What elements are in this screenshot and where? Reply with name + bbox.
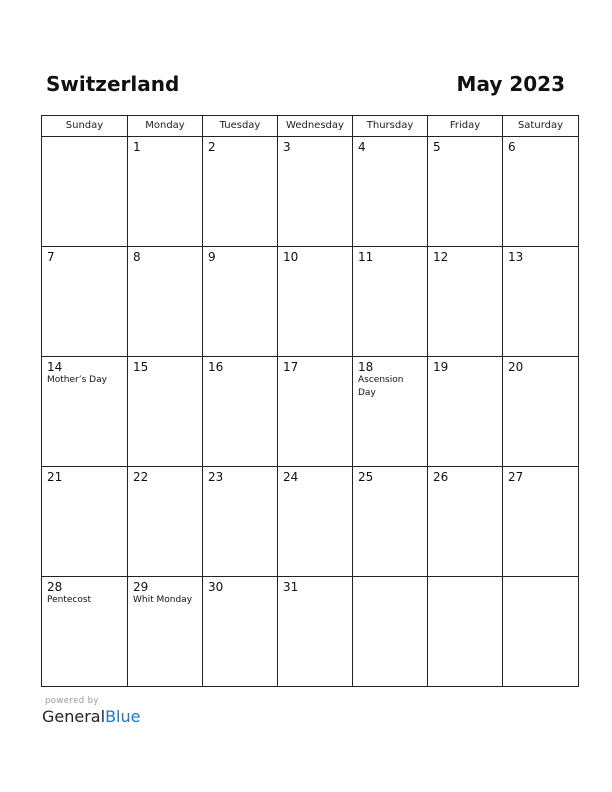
day-number: 21 [47,470,63,484]
day-number: 22 [133,470,149,484]
day-number: 23 [208,470,224,484]
day-cell [203,467,278,577]
day-cell [278,357,353,467]
day-number: 25 [358,470,374,484]
week-row [42,137,579,247]
day-cell [42,357,128,467]
day-cell [428,137,503,247]
day-number: 29 [133,580,149,594]
day-number: 30 [208,580,224,594]
day-cell-content [503,357,578,374]
holiday-label: Ascension Day [358,375,404,398]
day-cell [203,357,278,467]
day-cell [353,247,428,357]
day-cell [42,467,128,577]
day-cell [278,247,353,357]
day-number: 1 [133,140,141,154]
day-number: 2 [208,140,216,154]
holiday-label: Pentecost [47,595,92,605]
day-cell-content [42,247,127,264]
weekday-monday: Monday [128,116,203,137]
day-number: 31 [283,580,299,594]
day-number: 12 [433,250,449,264]
day-cell-content [203,467,277,484]
day-cell [128,137,203,247]
logo-blue: Blue [105,707,141,726]
day-number: 28 [47,580,63,594]
day-cell [353,577,428,687]
day-number: 15 [133,360,149,374]
day-cell-content [128,357,202,374]
day-number: 18 [358,360,374,374]
day-cell [353,137,428,247]
holiday-label: Whit Monday [133,595,193,605]
day-cell [128,467,203,577]
day-cell-content [503,137,578,154]
day-cell-content [128,577,202,607]
day-cell-content [203,577,277,594]
day-cell-content [128,247,202,264]
day-cell-content [428,137,502,154]
day-number: 5 [433,140,441,154]
day-cell [203,577,278,687]
week-row [42,357,579,467]
weekday-wednesday: Wednesday [278,116,353,137]
logo-general: General [42,707,106,726]
calendar-grid [41,115,579,687]
day-number: 7 [47,250,55,264]
weekday-thursday: Thursday [353,116,428,137]
day-cell [428,247,503,357]
day-number: 26 [433,470,449,484]
weekday-header-row [42,116,579,137]
day-cell [428,357,503,467]
day-cell [503,137,579,247]
day-cell-content [128,467,202,484]
day-cell-content [428,247,502,264]
week-row [42,247,579,357]
day-cell-content [203,357,277,374]
day-cell-content [428,577,502,580]
day-cell [353,357,428,467]
day-cell [203,247,278,357]
day-number: 13 [508,250,524,264]
day-number: 14 [47,360,63,374]
day-number: 3 [283,140,291,154]
powered-by-label: powered by [45,696,99,706]
weekday-friday: Friday [428,116,503,137]
day-cell [128,357,203,467]
day-number: 6 [508,140,516,154]
day-cell-content [42,577,127,607]
day-cell-content [42,137,127,140]
day-cell-content [503,577,578,580]
week-row [42,577,579,687]
day-cell [128,577,203,687]
day-cell [353,467,428,577]
day-number: 16 [208,360,224,374]
day-number: 17 [283,360,299,374]
day-cell [42,247,128,357]
day-cell-content [278,247,352,264]
day-cell [428,577,503,687]
day-cell [503,467,579,577]
country-title: Switzerland [46,72,180,96]
day-number: 9 [208,250,216,264]
day-cell [128,247,203,357]
day-cell-content [278,137,352,154]
day-cell-content [503,467,578,484]
day-number: 8 [133,250,141,264]
day-number: 27 [508,470,524,484]
day-number: 24 [283,470,299,484]
day-cell [42,137,128,247]
day-number: 19 [433,360,449,374]
day-cell [278,467,353,577]
day-cell-content [353,577,427,580]
weekday-sunday: Sunday [42,116,128,137]
day-number: 11 [358,250,374,264]
day-number: 4 [358,140,366,154]
day-cell [503,577,579,687]
weekday-saturday: Saturday [503,116,579,137]
day-cell-content [278,577,352,594]
day-cell-content [353,247,427,264]
holiday-label: Mother’s Day [47,375,107,385]
generalblue-logo [42,708,140,726]
day-cell-content [278,467,352,484]
day-cell [278,577,353,687]
day-cell-content [278,357,352,374]
day-cell [278,137,353,247]
month-title: May 2023 [456,72,565,96]
weekday-tuesday: Tuesday [203,116,278,137]
day-cell [428,467,503,577]
day-cell-content [428,467,502,484]
day-cell-content [42,357,127,387]
day-cell-content [42,467,127,484]
day-cell [203,137,278,247]
day-number: 10 [283,250,299,264]
day-cell-content [353,137,427,154]
day-number: 20 [508,360,524,374]
day-cell-content [353,357,427,400]
day-cell-content [203,247,277,264]
calendar-header [46,72,565,96]
day-cell [503,357,579,467]
day-cell-content [353,467,427,484]
day-cell [42,577,128,687]
day-cell-content [503,247,578,264]
week-row [42,467,579,577]
day-cell-content [128,137,202,154]
footer-branding [42,696,140,726]
day-cell [503,247,579,357]
day-cell-content [203,137,277,154]
day-cell-content [428,357,502,374]
